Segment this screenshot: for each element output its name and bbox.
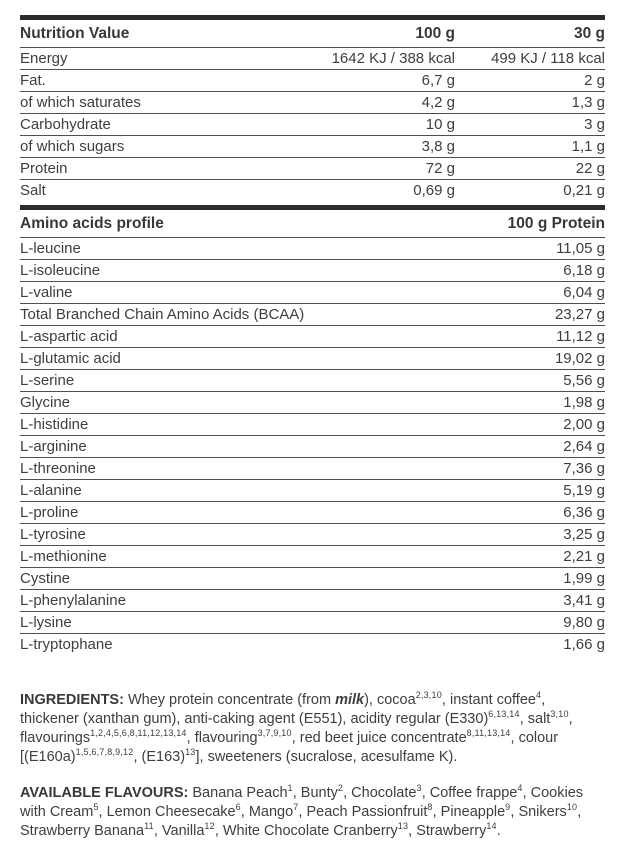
amino-header-row (20, 208, 605, 238)
footnote-superscript: 14 (486, 821, 497, 832)
nutrition-header-100g: 100 g (297, 18, 455, 48)
footnote-superscript: 13 (185, 747, 196, 758)
row-value-30g: 1,3 g (455, 92, 605, 114)
footnote-superscript: 1 (287, 783, 293, 794)
table-row (20, 568, 605, 590)
nutrition-table-body (20, 48, 605, 202)
paragraph-text-run: , Pineapple (432, 804, 506, 820)
footnote-superscript: 4 (535, 690, 542, 701)
paragraph-text-run: , Coffee frappe (421, 785, 518, 801)
row-value-100g: 6,7 g (297, 70, 455, 92)
table-row (20, 238, 605, 260)
nutrition-header-row (20, 18, 605, 48)
ingredients-heading: INGREDIENTS: (20, 692, 124, 708)
footnote-superscript: 7 (293, 802, 299, 813)
paragraph-text-run: , Bunty (292, 785, 338, 801)
row-value-100g-protein: 1,99 g (445, 568, 605, 590)
paragraph-text-run: , thickener (xanthan gum), anti-caking agent (E551), acidity regular (E330) (20, 692, 546, 727)
paragraph-text-run: Whey protein concentrate (from (123, 692, 336, 708)
row-label: L-alanine (20, 480, 445, 502)
row-value-100g-protein: 2,64 g (445, 436, 605, 458)
footnote-superscript: 8,11,13,14 (466, 728, 511, 739)
row-value-100g-protein: 3,41 g (445, 590, 605, 612)
row-value-100g-protein: 9,80 g (445, 612, 605, 634)
paragraph-text-run: , red beet juice concentrate (291, 730, 467, 746)
row-label: L-isoleucine (20, 260, 445, 282)
row-value-100g-protein: 5,19 g (445, 480, 605, 502)
footnote-superscript: 9 (505, 802, 511, 813)
footnote-superscript: 6,13,14 (488, 709, 520, 720)
table-row (20, 546, 605, 568)
paragraph-text-run: , instant coffee (441, 692, 536, 708)
table-row (20, 436, 605, 458)
paragraph-text-run: , Mango (240, 804, 294, 820)
row-value-100g: 4,2 g (297, 92, 455, 114)
nutrition-table (20, 15, 605, 201)
row-value-100g: 10 g (297, 114, 455, 136)
row-value-100g-protein: 11,05 g (445, 238, 605, 260)
nutrition-header-30g: 30 g (455, 18, 605, 48)
table-row (20, 92, 605, 114)
table-row (20, 158, 605, 180)
footnote-superscript: 6 (235, 802, 241, 813)
footnote-superscript: 2,3,10 (415, 690, 442, 701)
ingredients-paragraph (20, 691, 605, 767)
footnote-superscript: 3 (416, 783, 422, 794)
footnote-superscript: 3,10 (550, 709, 569, 720)
table-row (20, 260, 605, 282)
paragraph-text-run: , flavouring (186, 730, 258, 746)
table-row (20, 48, 605, 70)
table-row (20, 414, 605, 436)
row-value-100g-protein: 23,27 g (445, 304, 605, 326)
flavours-heading: AVAILABLE FLAVOURS: (20, 785, 189, 801)
row-value-100g: 3,8 g (297, 136, 455, 158)
row-label: Total Branched Chain Amino Acids (BCAA) (20, 304, 445, 326)
paragraph-text-run: , Lemon Cheesecake (98, 804, 236, 820)
amino-header-title: Amino acids profile (20, 208, 445, 238)
row-label: Cystine (20, 568, 445, 590)
table-row (20, 114, 605, 136)
footnote-superscript: 5 (93, 802, 99, 813)
table-row (20, 70, 605, 92)
row-value-100g-protein: 11,12 g (445, 326, 605, 348)
paragraph-text-run: , Snikers (510, 804, 567, 820)
row-value-100g: 1642 KJ / 388 kcal (297, 48, 455, 70)
row-label: L-aspartic acid (20, 326, 445, 348)
footnote-superscript: 8 (427, 802, 433, 813)
paragraph-text-run: ), cocoa (364, 692, 416, 708)
row-value-100g-protein: 6,36 g (445, 502, 605, 524)
amino-table-body (20, 238, 605, 656)
paragraph-text-run: , Cookies with Cream (20, 785, 584, 820)
table-row (20, 348, 605, 370)
row-value-30g: 22 g (455, 158, 605, 180)
table-row (20, 634, 605, 656)
paragraph-text-run: , White Chocolate Cranberry (214, 823, 398, 839)
footnote-superscript: 10 (566, 802, 578, 813)
row-label: L-methionine (20, 546, 445, 568)
row-label: L-arginine (20, 436, 445, 458)
row-value-100g-protein: 2,21 g (445, 546, 605, 568)
row-label: Carbohydrate (20, 114, 297, 136)
nutrition-header-title: Nutrition Value (20, 18, 297, 48)
table-row (20, 502, 605, 524)
paragraph-text-run: , Vanilla (153, 823, 205, 839)
table-row (20, 282, 605, 304)
row-label: L-proline (20, 502, 445, 524)
row-value-100g-protein: 3,25 g (445, 524, 605, 546)
footnote-superscript: 13 (397, 821, 409, 832)
paragraph-text-run: , Strawberry (408, 823, 487, 839)
row-label: Salt (20, 182, 46, 199)
table-row (20, 524, 605, 546)
paragraph-text-run: . (496, 823, 501, 839)
footnote-superscript: 1,2,4,5,6,8,11,12,13,14 (90, 728, 187, 739)
row-label: L-threonine (20, 458, 445, 480)
table-row (20, 392, 605, 414)
paragraph-text-run: , Strawberry Banana (20, 804, 582, 839)
table-row (20, 612, 605, 634)
row-label: L-leucine (20, 238, 445, 260)
row-label: Protein (20, 158, 297, 180)
row-value-100g: 72 g (297, 158, 455, 180)
row-label: L-lysine (20, 612, 445, 634)
row-value-30g: 1,1 g (455, 136, 605, 158)
row-value-100g-protein: 19,02 g (445, 348, 605, 370)
row-label: L-tryptophane (20, 636, 113, 653)
row-label: of which saturates (20, 92, 297, 114)
row-label: Glycine (20, 392, 445, 414)
row-label: of which sugars (20, 136, 297, 158)
row-value-30g: 3 g (455, 114, 605, 136)
table-row (20, 480, 605, 502)
paragraph-text-run: , colour [(E160a) (20, 730, 559, 765)
row-value-100g-protein: 1,98 g (445, 392, 605, 414)
table-row (20, 326, 605, 348)
row-label: L-phenylalanine (20, 590, 445, 612)
paragraph-text-run: ], sweeteners (sucralose, acesulfame K). (195, 749, 458, 765)
row-value-30g: 499 KJ / 118 kcal (455, 48, 605, 70)
row-label: L-histidine (20, 414, 445, 436)
amino-acids-table (20, 205, 605, 655)
row-value-30g: 2 g (455, 70, 605, 92)
paragraph-text-run: , (E163) (133, 749, 186, 765)
row-label: L-tyrosine (20, 524, 445, 546)
table-row (20, 458, 605, 480)
footnote-superscript: 1,5,6,7,8,9,12 (75, 747, 134, 758)
paragraph-text-run: , Chocolate (343, 785, 417, 801)
row-value-100g-protein: 5,56 g (445, 370, 605, 392)
paragraph-text-run: , salt (519, 711, 551, 727)
row-value-100g-protein: 1,66 g (563, 636, 605, 653)
paragraph-text-run: , Peach Passionfruit (298, 804, 428, 820)
footnote-superscript: 4 (517, 783, 523, 794)
paragraph-text-run: Banana Peach (188, 785, 288, 801)
row-value-100g-protein: 6,04 g (445, 282, 605, 304)
table-row (20, 136, 605, 158)
table-row (20, 180, 605, 202)
row-label: L-glutamic acid (20, 348, 445, 370)
row-value-100g: 0,69 g (413, 182, 455, 199)
footnote-superscript: 3,7,9,10 (257, 728, 292, 739)
amino-header-100g-protein: 100 g Protein (445, 208, 605, 238)
row-label: L-valine (20, 282, 445, 304)
flavours-paragraph (20, 784, 605, 841)
footnote-superscript: 2 (337, 783, 344, 794)
table-row (20, 590, 605, 612)
paragraph-text-run: , flavourings (20, 711, 573, 746)
table-row (20, 304, 605, 326)
footnote-superscript: 12 (204, 821, 215, 832)
row-value-100g-protein: 7,36 g (445, 458, 605, 480)
row-label: Fat. (20, 70, 297, 92)
footnote-superscript: 11 (144, 821, 154, 832)
row-value-100g-protein: 6,18 g (445, 260, 605, 282)
row-value-30g: 0,21 g (563, 182, 605, 199)
row-label: L-serine (20, 370, 445, 392)
row-value-100g-protein: 2,00 g (445, 414, 605, 436)
table-row (20, 370, 605, 392)
allergen-emphasis: milk (335, 692, 365, 708)
row-label: Energy (20, 48, 297, 70)
